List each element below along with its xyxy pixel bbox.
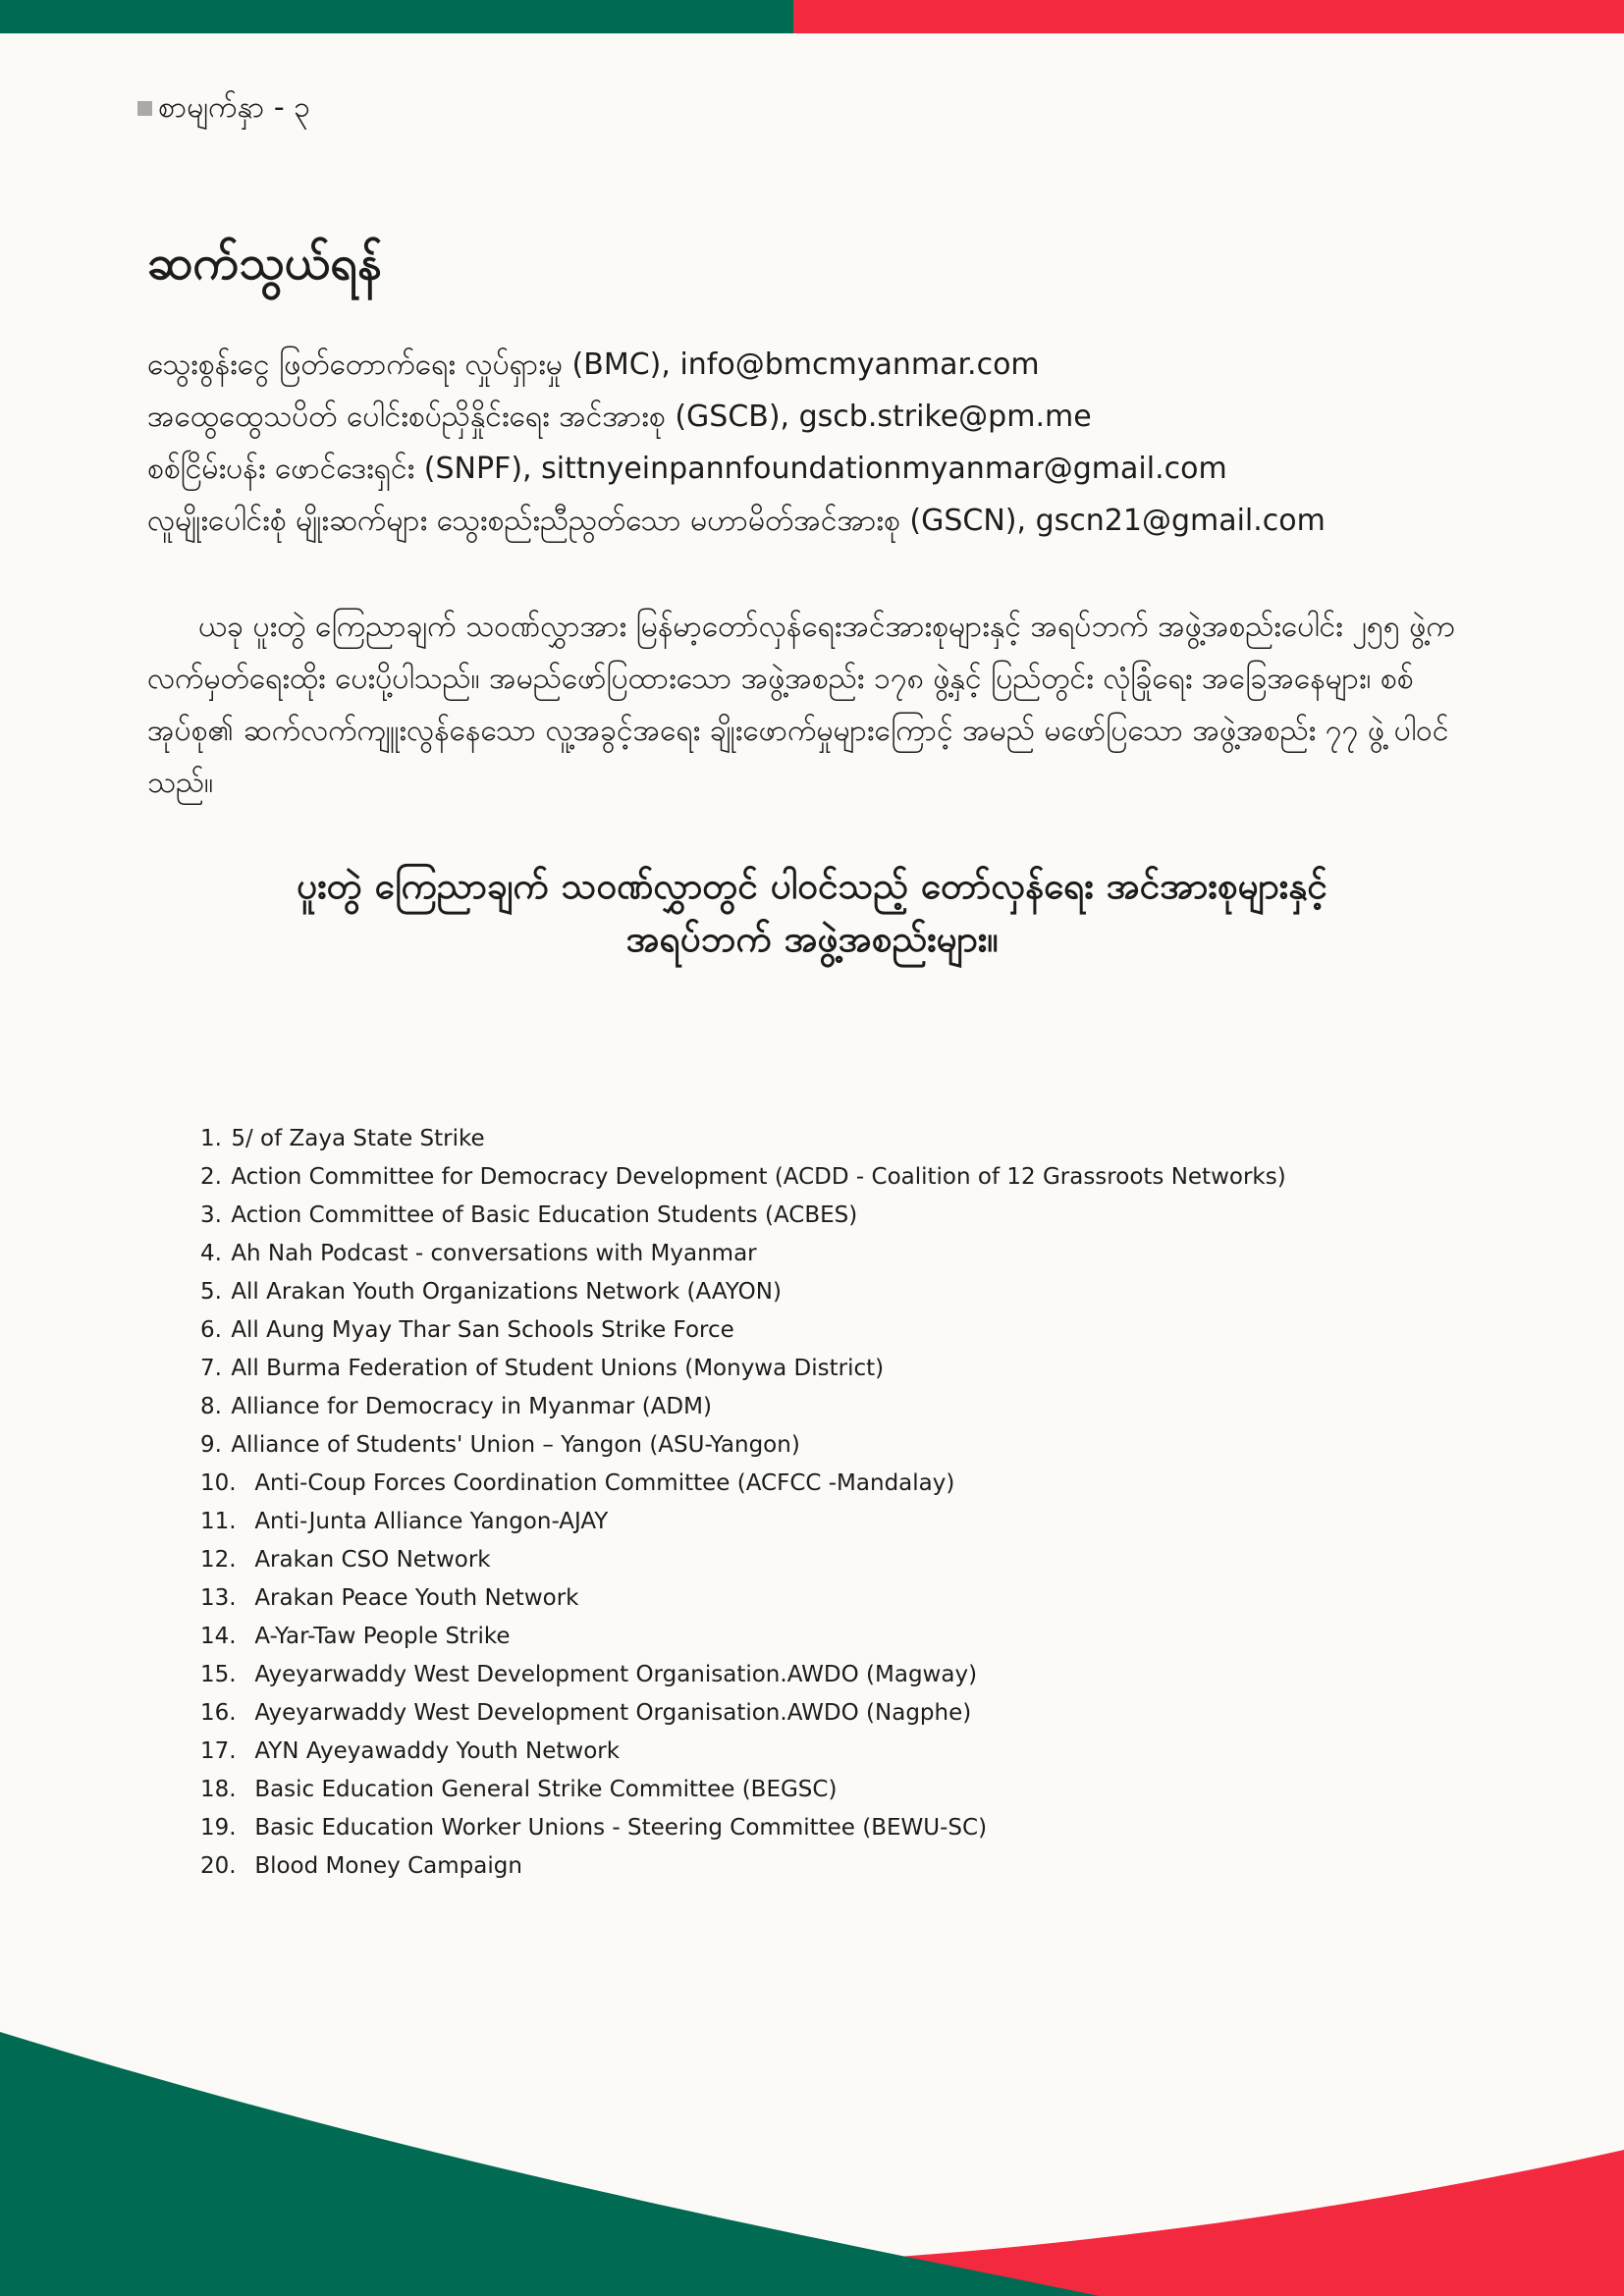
- list-item: [200, 1694, 1477, 1733]
- list-item: [200, 1158, 1477, 1197]
- list-heading-line-1: ပူးတွဲ ကြေညာချက် သဝဏ်လွှာတွင် ပါဝင်သည့် တော်လှန်ရေး အင်အားစုများနှင့်: [297, 865, 1327, 907]
- contact-list: [147, 339, 1483, 547]
- list-item-name: AYN Ayeyawaddy Youth Network: [254, 1738, 621, 1764]
- top-bar-red-segment: [793, 0, 1624, 33]
- section-title: ဆက်သွယ်ရန်: [147, 236, 382, 291]
- list-item: [200, 1197, 1477, 1235]
- list-item: [200, 1388, 1477, 1426]
- list-item-number: 2.: [200, 1164, 222, 1190]
- list-item-name: All Aung Myay Thar San Schools Strike Force: [231, 1317, 734, 1343]
- list-item-number: 7.: [200, 1356, 222, 1381]
- list-item: [200, 1311, 1477, 1350]
- list-item: [200, 1465, 1477, 1503]
- list-item-name: Basic Education General Strike Committee (BEGSC): [254, 1777, 838, 1802]
- list-item-name: A-Yar-Taw People Strike: [254, 1624, 511, 1649]
- contact-item: လူမျိုးပေါင်းစုံ မျိုးဆက်များ သွေးစည်းညီညွတ်သော မဟာမိတ်အင်အားစု (GSCN), gscn21@gmail.com: [147, 504, 1326, 538]
- contact-item: စစ်ငြိမ်းပန်း ဖောင်ဒေးရှင်း (SNPF), sittnyeinpannfoundationmyanmar@gmail.com: [147, 452, 1227, 486]
- list-item-number: 20.: [200, 1853, 237, 1879]
- list-item-name: Ayeyarwaddy West Development Organisation.AWDO (Nagphe): [254, 1700, 972, 1726]
- list-item-name: All Arakan Youth Organizations Network (AAYON): [231, 1279, 782, 1305]
- page-number: [137, 88, 310, 128]
- list-item-name: Ayeyarwaddy West Development Organisation.AWDO (Magway): [254, 1662, 978, 1687]
- list-item: [200, 1618, 1477, 1656]
- list-item-name: Anti-Junta Alliance Yangon-AJAY: [254, 1509, 609, 1534]
- list-item-name: Action Committee of Basic Education Students (ACBES): [231, 1202, 858, 1228]
- list-item: [200, 1426, 1477, 1465]
- list-item-number: 5.: [200, 1279, 222, 1305]
- list-heading: [196, 860, 1428, 966]
- list-item-number: 1.: [200, 1126, 222, 1151]
- list-item: [200, 1656, 1477, 1694]
- contact-item: သွေးစွန်းငွေ ဖြတ်တောက်ရေး လှုပ်ရှားမှု (BMC), info@bmcmyanmar.com: [147, 347, 1040, 382]
- list-item-name: Arakan CSO Network: [254, 1547, 491, 1573]
- list-item-number: 3.: [200, 1202, 222, 1228]
- contact-item: အထွေထွေသပိတ် ပေါင်းစပ်ညှိနှိုင်းရေး အင်အားစု (GSCB), gscb.strike@pm.me: [147, 400, 1092, 434]
- bottom-wave-decoration: [0, 2022, 1624, 2296]
- list-item: [200, 1120, 1477, 1158]
- list-item-name: Blood Money Campaign: [254, 1853, 522, 1879]
- list-heading-line-2: အရပ်ဘက် အဖွဲ့အစည်းများ။: [625, 918, 999, 960]
- top-bar-green-segment: [0, 0, 793, 33]
- list-item-name: Arakan Peace Youth Network: [254, 1585, 579, 1611]
- list-item: [200, 1847, 1477, 1886]
- top-color-bar: [0, 0, 1624, 33]
- list-item-number: 13.: [200, 1585, 237, 1611]
- organization-list: [200, 1120, 1477, 1886]
- list-item-number: 11.: [200, 1509, 237, 1534]
- list-item-name: Anti-Coup Forces Coordination Committee (ACFCC -Mandalay): [254, 1470, 955, 1496]
- list-item-number: 19.: [200, 1815, 237, 1841]
- list-item: [200, 1541, 1477, 1579]
- square-bullet-icon: [137, 101, 152, 116]
- list-item-number: 14.: [200, 1624, 237, 1649]
- page-number-text: စာမျက်နှာ - ၃: [158, 90, 311, 125]
- list-item-name: Ah Nah Podcast - conversations with Myanmar: [231, 1241, 757, 1266]
- intro-paragraph: ယခု ပူးတွဲ ကြေညာချက် သဝဏ်လွှာအား မြန်မာ့တော်လှန်ရေးအင်အားစုများနှင့် အရပ်ဘက် အဖွဲ့အစည်းပေါင်း ၂၅၅ ဖွဲ့က လက်မှတ်ရေးထိုး ပေးပို့ပါသည်။ အမည်ဖော်ပြထားသော အဖွဲ့အစည်း ၁၇၈ ဖွဲ့နှင့် ပြည်တွင်း လုံခြုံရေး အခြေအနေများ၊ စစ်အုပ်စု၏ ဆက်လက်ကျူးလွန်နေသော လူ့အခွင့်အရေး ချိုးဖောက်မှုများကြောင့် အမည် မဖော်ပြသော အဖွဲ့အစည်း ၇၇ ဖွဲ့ ပါဝင်သည်။: [147, 610, 1455, 800]
- list-item: [200, 1273, 1477, 1311]
- list-item-number: 8.: [200, 1394, 222, 1419]
- list-item-name: Basic Education Worker Unions - Steering Committee (BEWU-SC): [254, 1815, 988, 1841]
- list-item-name: 5/ of Zaya State Strike: [231, 1126, 485, 1151]
- list-item-number: 18.: [200, 1777, 237, 1802]
- list-item-number: 17.: [200, 1738, 237, 1764]
- list-item: [200, 1503, 1477, 1541]
- list-item-number: 12.: [200, 1547, 237, 1573]
- list-item-number: 10.: [200, 1470, 237, 1496]
- list-item-name: Alliance of Students' Union – Yangon (ASU-Yangon): [231, 1432, 800, 1458]
- list-item: [200, 1579, 1477, 1618]
- list-item-name: Action Committee for Democracy Development (ACDD - Coalition of 12 Grassroots Networks): [231, 1164, 1286, 1190]
- list-item-name: All Burma Federation of Student Unions (Monywa District): [231, 1356, 885, 1381]
- list-item: [200, 1771, 1477, 1809]
- list-item-name: Alliance for Democracy in Myanmar (ADM): [231, 1394, 712, 1419]
- list-item-number: 6.: [200, 1317, 222, 1343]
- list-item-number: 16.: [200, 1700, 237, 1726]
- list-item: [200, 1350, 1477, 1388]
- list-item: [200, 1235, 1477, 1273]
- list-item-number: 15.: [200, 1662, 237, 1687]
- list-item: [200, 1733, 1477, 1771]
- list-item: [200, 1809, 1477, 1847]
- list-item-number: 9.: [200, 1432, 222, 1458]
- list-item-number: 4.: [200, 1241, 222, 1266]
